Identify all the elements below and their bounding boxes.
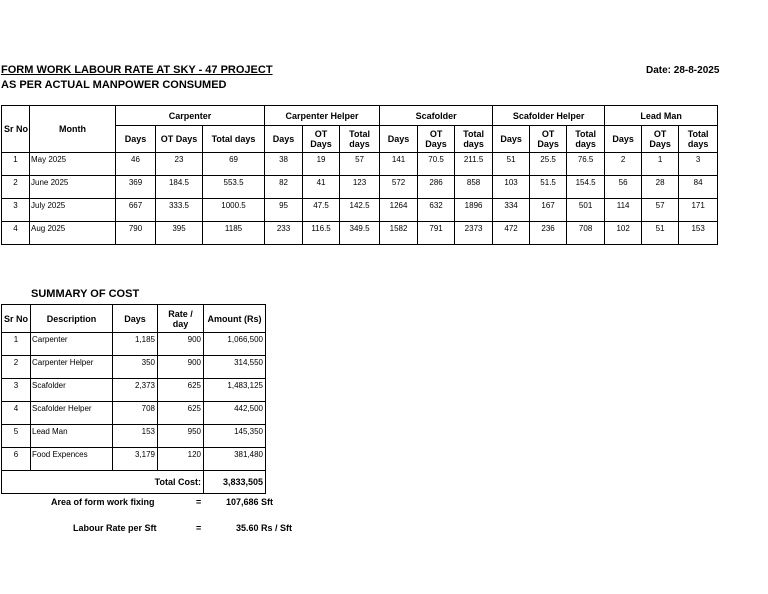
- summary-sr-header: Sr No: [2, 305, 31, 333]
- value-cell: 123: [340, 176, 380, 199]
- value-cell: 69: [203, 153, 265, 176]
- summary-rate-cell: 625: [158, 402, 204, 425]
- summary-description-cell: Carpenter: [31, 333, 113, 356]
- subheader-total-days: Total days: [340, 126, 380, 153]
- value-cell: 76.5: [567, 153, 605, 176]
- summary-rate-cell: 625: [158, 379, 204, 402]
- value-cell: 38: [265, 153, 303, 176]
- summary-amount-cell: 442,500: [204, 402, 266, 425]
- table-row: [2, 402, 266, 425]
- subheader-total-days: Total days: [679, 126, 718, 153]
- value-cell: 19: [303, 153, 340, 176]
- group-header-scafolder: Scafolder: [380, 106, 493, 126]
- value-cell: 102: [605, 222, 642, 245]
- value-cell: 82: [265, 176, 303, 199]
- value-cell: 334: [493, 199, 530, 222]
- value-cell: 395: [156, 222, 203, 245]
- summary-description-header: Description: [31, 305, 113, 333]
- value-cell: 103: [493, 176, 530, 199]
- value-cell: 233: [265, 222, 303, 245]
- value-cell: 790: [116, 222, 156, 245]
- subheader-total-days: Total days: [567, 126, 605, 153]
- summary-days-cell: 708: [113, 402, 158, 425]
- summary-sr-cell: 5: [2, 425, 31, 448]
- month-cell: May 2025: [30, 153, 116, 176]
- labour-rate-value: 35.60 Rs / Sft: [236, 523, 293, 533]
- value-cell: 3: [679, 153, 718, 176]
- subheader-ot-days: OT Days: [303, 126, 340, 153]
- value-cell: 1582: [380, 222, 418, 245]
- summary-description-cell: Scafolder: [31, 379, 113, 402]
- summary-description-cell: Carpenter Helper: [31, 356, 113, 379]
- summary-description-cell: Scafolder Helper: [31, 402, 113, 425]
- value-cell: 70.5: [418, 153, 455, 176]
- value-cell: 553.5: [203, 176, 265, 199]
- value-cell: 95: [265, 199, 303, 222]
- month-cell: June 2025: [30, 176, 116, 199]
- summary-header-row: [2, 305, 266, 333]
- value-cell: 791: [418, 222, 455, 245]
- value-cell: 1: [642, 153, 679, 176]
- total-cost-value: 3,833,505: [204, 471, 266, 494]
- value-cell: 57: [642, 199, 679, 222]
- value-cell: 2373: [455, 222, 493, 245]
- value-cell: 2: [605, 153, 642, 176]
- value-cell: 28: [642, 176, 679, 199]
- value-cell: 116.5: [303, 222, 340, 245]
- summary-rate-header: Rate / day: [158, 305, 204, 333]
- summary-rate-cell: 900: [158, 333, 204, 356]
- value-cell: 1185: [203, 222, 265, 245]
- summary-description-cell: Food Expences: [31, 448, 113, 471]
- summary-total-spacer: [31, 471, 113, 494]
- value-cell: 23: [156, 153, 203, 176]
- summary-description-cell: Lead Man: [31, 425, 113, 448]
- total-cost-label: Total Cost:: [113, 471, 204, 494]
- summary-amount-header: Amount (Rs): [204, 305, 266, 333]
- summary-sr-cell: 4: [2, 402, 31, 425]
- value-cell: 141: [380, 153, 418, 176]
- value-cell: 56: [605, 176, 642, 199]
- sr-no-cell: 4: [2, 222, 30, 245]
- labour-table-body: [2, 153, 718, 245]
- sr-no-cell: 3: [2, 199, 30, 222]
- summary-table-body: [2, 333, 266, 471]
- summary-sr-cell: 1: [2, 333, 31, 356]
- value-cell: 114: [605, 199, 642, 222]
- value-cell: 171: [679, 199, 718, 222]
- summary-sr-cell: 6: [2, 448, 31, 471]
- table-row: [2, 333, 266, 356]
- labour-table-group-header: [2, 106, 718, 126]
- value-cell: 667: [116, 199, 156, 222]
- subheader-total-days: Total days: [203, 126, 265, 153]
- area-equals: =: [196, 497, 202, 507]
- month-cell: Aug 2025: [30, 222, 116, 245]
- group-header-scafolder-helper: Scafolder Helper: [493, 106, 605, 126]
- summary-rate-cell: 900: [158, 356, 204, 379]
- sr-no-cell: 1: [2, 153, 30, 176]
- subheader-ot-days: OT Days: [642, 126, 679, 153]
- summary-days-cell: 350: [113, 356, 158, 379]
- value-cell: 632: [418, 199, 455, 222]
- value-cell: 41: [303, 176, 340, 199]
- summary-amount-cell: 381,480: [204, 448, 266, 471]
- table-row: [2, 199, 718, 222]
- area-value: 107,686 Sft: [226, 497, 274, 507]
- value-cell: 1896: [455, 199, 493, 222]
- value-cell: 51.5: [530, 176, 567, 199]
- value-cell: 211.5: [455, 153, 493, 176]
- summary-days-cell: 153: [113, 425, 158, 448]
- table-row: [2, 176, 718, 199]
- subheader-days: Days: [380, 126, 418, 153]
- summary-sr-cell: 2: [2, 356, 31, 379]
- value-cell: 25.5: [530, 153, 567, 176]
- summary-total-spacer: [2, 471, 31, 494]
- value-cell: 57: [340, 153, 380, 176]
- table-row: [2, 425, 266, 448]
- value-cell: 184.5: [156, 176, 203, 199]
- summary-days-cell: 1,185: [113, 333, 158, 356]
- group-header-carpenter-helper: Carpenter Helper: [265, 106, 380, 126]
- table-row: [2, 448, 266, 471]
- value-cell: 472: [493, 222, 530, 245]
- summary-days-header: Days: [113, 305, 158, 333]
- value-cell: 333.5: [156, 199, 203, 222]
- area-label: Area of form work fixing: [51, 497, 155, 507]
- value-cell: 286: [418, 176, 455, 199]
- subheader-days: Days: [605, 126, 642, 153]
- value-cell: 47.5: [303, 199, 340, 222]
- sr-no-header: Sr No: [2, 106, 30, 153]
- subheader-days: Days: [116, 126, 156, 153]
- summary-amount-cell: 1,483,125: [204, 379, 266, 402]
- value-cell: 51: [642, 222, 679, 245]
- value-cell: 858: [455, 176, 493, 199]
- value-cell: 1264: [380, 199, 418, 222]
- value-cell: 46: [116, 153, 156, 176]
- value-cell: 349.5: [340, 222, 380, 245]
- subheader-ot-days: OT Days: [418, 126, 455, 153]
- table-row: [2, 153, 718, 176]
- subheader-ot-days: OT Days: [156, 126, 203, 153]
- subheader-ot-days: OT Days: [530, 126, 567, 153]
- value-cell: 153: [679, 222, 718, 245]
- table-row: [2, 379, 266, 402]
- value-cell: 708: [567, 222, 605, 245]
- subheader-days: Days: [265, 126, 303, 153]
- value-cell: 51: [493, 153, 530, 176]
- summary-amount-cell: 145,350: [204, 425, 266, 448]
- value-cell: 501: [567, 199, 605, 222]
- subheader-days: Days: [493, 126, 530, 153]
- labour-rate-label: Labour Rate per Sft: [73, 523, 157, 533]
- month-header: Month: [30, 106, 116, 153]
- summary-days-cell: 2,373: [113, 379, 158, 402]
- summary-rate-cell: 950: [158, 425, 204, 448]
- summary-title: SUMMARY OF COST: [31, 288, 140, 300]
- value-cell: 167: [530, 199, 567, 222]
- summary-days-cell: 3,179: [113, 448, 158, 471]
- table-row: [2, 222, 718, 245]
- group-header-carpenter: Carpenter: [116, 106, 265, 126]
- page-title: FORM WORK LABOUR RATE AT SKY - 47 PROJECT: [1, 64, 273, 76]
- summary-amount-cell: 1,066,500: [204, 333, 266, 356]
- sr-no-cell: 2: [2, 176, 30, 199]
- report-date: Date: 28-8-2025: [646, 65, 720, 76]
- value-cell: 369: [116, 176, 156, 199]
- value-cell: 236: [530, 222, 567, 245]
- group-header-lead-man: Lead Man: [605, 106, 718, 126]
- value-cell: 572: [380, 176, 418, 199]
- summary-sr-cell: 3: [2, 379, 31, 402]
- table-row: [2, 356, 266, 379]
- summary-total-row: [2, 471, 266, 494]
- labour-table: [1, 105, 718, 245]
- summary-amount-cell: 314,550: [204, 356, 266, 379]
- value-cell: 154.5: [567, 176, 605, 199]
- month-cell: July 2025: [30, 199, 116, 222]
- value-cell: 1000.5: [203, 199, 265, 222]
- value-cell: 142.5: [340, 199, 380, 222]
- value-cell: 84: [679, 176, 718, 199]
- labour-rate-equals: =: [196, 523, 202, 533]
- subheader-total-days: Total days: [455, 126, 493, 153]
- summary-table: [1, 304, 266, 494]
- summary-rate-cell: 120: [158, 448, 204, 471]
- page-subtitle: AS PER ACTUAL MANPOWER CONSUMED: [1, 79, 227, 91]
